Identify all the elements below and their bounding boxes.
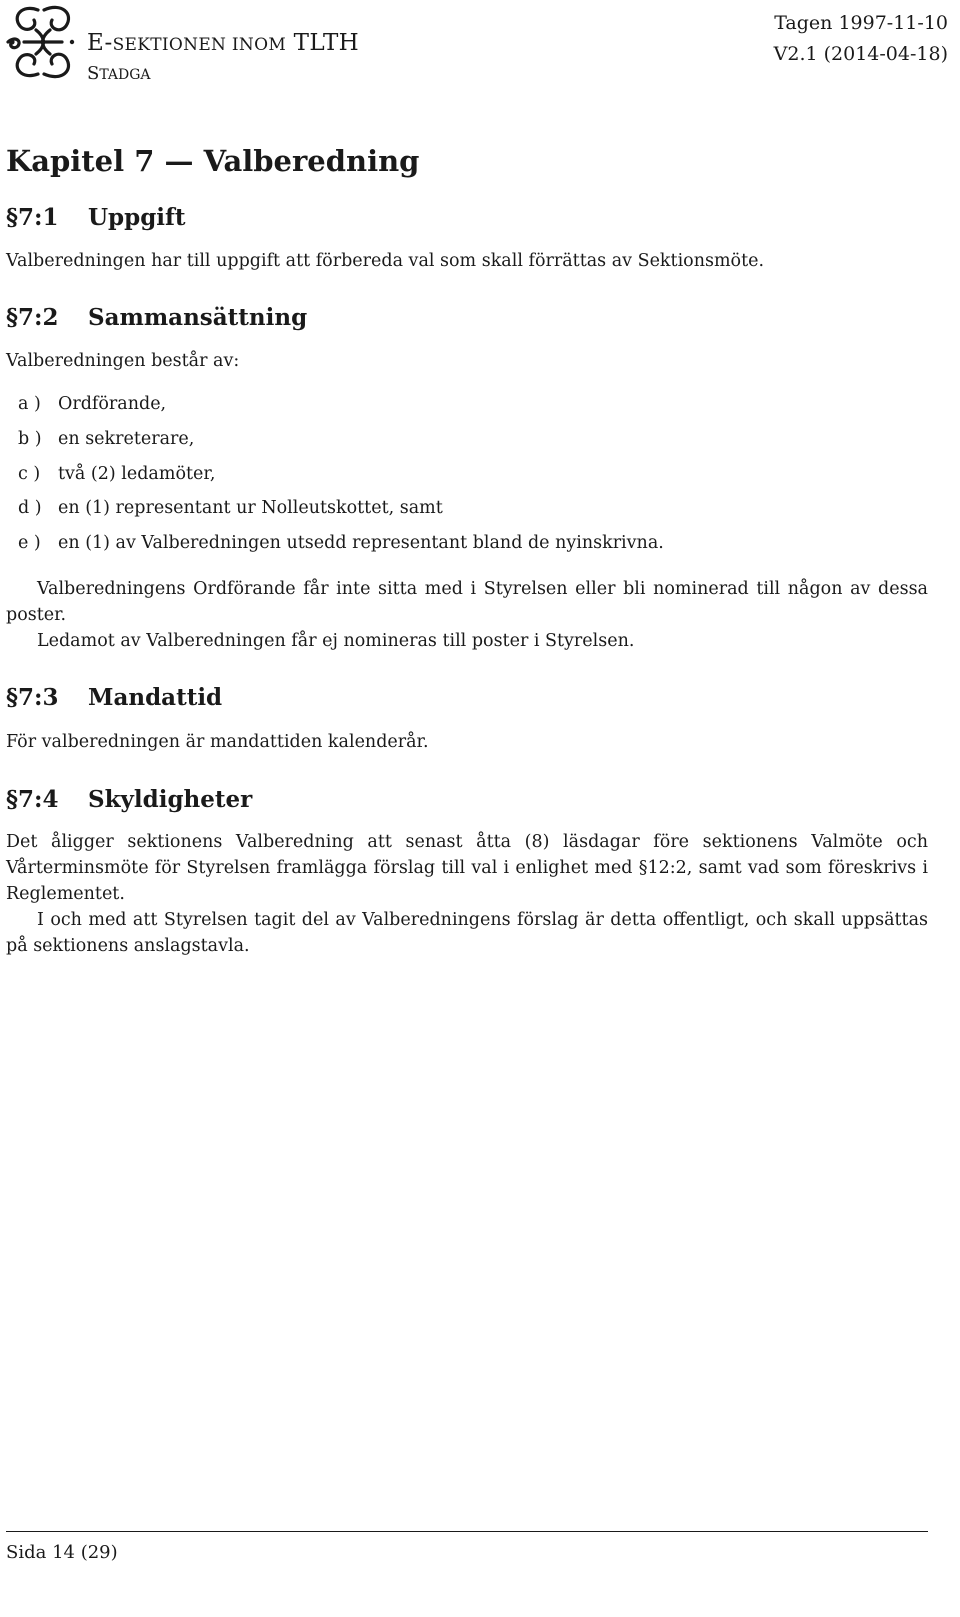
list-item: e ) en (1) av Valberedningen utsedd representant bland de nyinskrivna. xyxy=(18,533,664,553)
section-title: Sammansättning xyxy=(88,304,308,331)
list-item: d ) en (1) representant ur Nolleutskottet, samt xyxy=(18,498,443,518)
e-sektionen-logo xyxy=(4,2,80,82)
section-text-7-3: För valberedningen är mandattiden kalenderår. xyxy=(6,732,429,752)
section-heading-7-3 xyxy=(6,684,222,711)
section-text-7-1: Valberedningen har till uppgift att förbereda val som skall förrättas av Sektionsmöte. xyxy=(6,251,765,271)
footer-rule xyxy=(6,1531,928,1532)
document-name: STADGA xyxy=(87,63,151,84)
page-number: Sida 14 (29) xyxy=(6,1542,118,1563)
section-title: Uppgift xyxy=(88,204,186,231)
section-title: Mandattid xyxy=(88,684,223,711)
section-number: §7:2 xyxy=(6,304,59,331)
section-number: §7:4 xyxy=(6,786,59,813)
section-heading-7-1 xyxy=(6,204,186,231)
section-number: §7:3 xyxy=(6,684,59,711)
list-item: b ) en sekreterare, xyxy=(18,429,195,449)
section-paragraph: Det åligger sektionens Valberedning att senast åtta (8) läsdagar före sektionens Valmöte och Vårterminsmöte för Styrelsen framlägga förslag till val i enlighet med §12:2, samt vad som föreskrivs i Reglementet. xyxy=(6,832,928,904)
section-paragraph: I och med att Styrelsen tagit del av Valberedningens förslag är detta offentligt, och skall uppsättas på sektionens anslagstavla. xyxy=(6,910,928,956)
version-label: V2.1 (2014-04-18) xyxy=(773,43,948,65)
section-intro-7-2: Valberedningen består av: xyxy=(6,351,240,371)
list-item: c ) två (2) ledamöter, xyxy=(18,464,216,484)
organization-name: E-SEKTIONEN INOM TLTH xyxy=(87,30,360,56)
header-dates xyxy=(774,8,948,70)
section-paragraph: Valberedningens Ordförande får inte sitta med i Styrelsen eller bli nominerad till någon av dessa poster. xyxy=(6,579,928,625)
section-title: Skyldigheter xyxy=(88,786,253,813)
section-number: §7:1 xyxy=(6,204,59,231)
founded-date: Tagen 1997-11-10 xyxy=(774,12,948,34)
chapter-title: Kapitel 7 — Valberedning xyxy=(6,144,420,178)
section-heading-7-2 xyxy=(6,304,307,331)
section-heading-7-4 xyxy=(6,786,252,813)
list-item: a ) Ordförande, xyxy=(18,394,167,414)
section-paragraph: Ledamot av Valberedningen får ej nomineras till poster i Styrelsen. xyxy=(37,631,635,651)
